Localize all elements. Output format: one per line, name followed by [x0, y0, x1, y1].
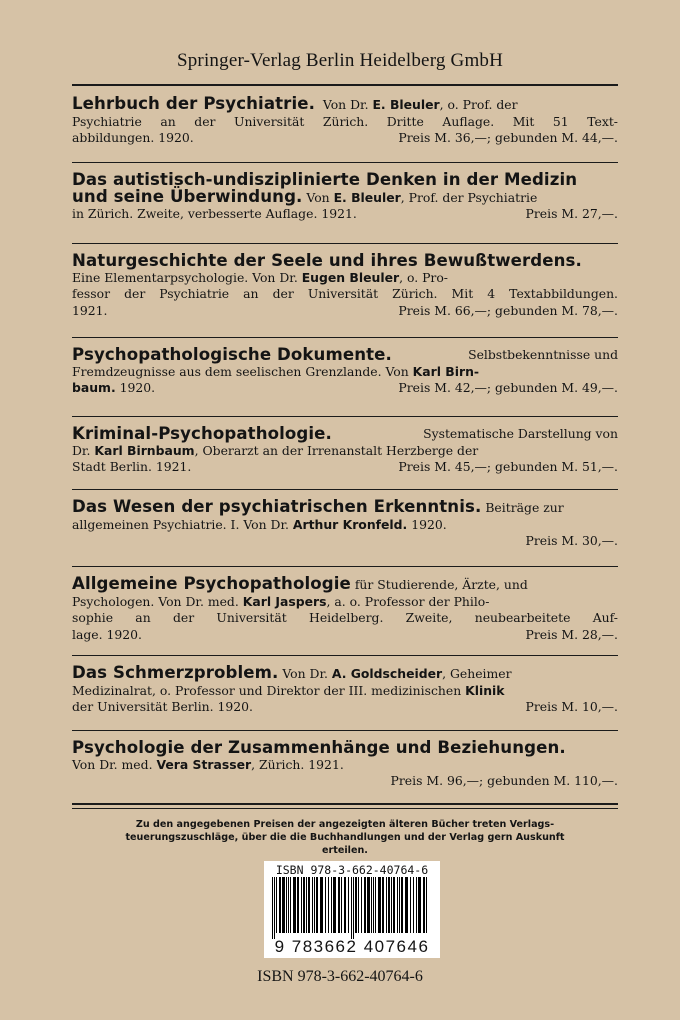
book-entry-1 [72, 96, 618, 147]
book-title-cont: und seine Überwindung. [72, 186, 303, 206]
author-name: Arthur Kronfeld. [292, 516, 408, 532]
book-title: Das Wesen der psychiatrischen Erkenntnis. [72, 497, 482, 516]
entry-text: Von Dr. med. [72, 756, 157, 772]
isbn-text: ISBN 978-3-662-40764-6 [257, 968, 423, 985]
book-title: Naturgeschichte der Seele und ihres Bewußtwerdens. [72, 251, 582, 270]
entry-text: , Prof. der Psychiatrie [400, 189, 538, 205]
entry-text: , o. Pro- [399, 269, 448, 285]
entry-price: Preis M. 10,—. [525, 699, 618, 714]
author-name-cont: baum. [72, 380, 116, 395]
divider [72, 243, 618, 244]
entry-text: , Geheimer [442, 666, 512, 681]
book-entry-2 [72, 172, 618, 223]
book-title: Lehrbuch der Psychiatrie. [72, 94, 315, 113]
entry-year: 1921. [72, 302, 108, 318]
barcode-isbn-label: ISBN 978-3-662-40764-6 [275, 863, 429, 877]
entry-text: Medizinalrat, o. Professor und Direktor der III. medizinischen [72, 682, 466, 698]
divider-top [72, 84, 618, 86]
entry-year: Stadt Berlin. 1921. [72, 459, 192, 474]
entry-price: Preis M. 28,—. [525, 626, 618, 642]
book-entry-9 [72, 740, 618, 790]
book-title: Das Schmerzproblem. [72, 663, 279, 682]
entry-text: , a. o. Professor der Philo- [326, 593, 490, 609]
divider-bottom [72, 803, 618, 809]
entry-year: 1920. [115, 380, 156, 395]
entry-price: Preis M. 30,—. [525, 533, 618, 548]
entry-text: allgemeinen Psychiatrie. I. Von Dr. [72, 516, 293, 532]
note-line: erteilen. [322, 845, 368, 856]
entry-text: , Oberarzt an der Irrenanstalt Herzberge der [194, 442, 479, 458]
entry-text: Beiträge zur [481, 500, 564, 515]
entry-text: Von Dr. [278, 666, 332, 681]
divider [72, 416, 618, 417]
book-entry-8 [72, 665, 618, 716]
divider [72, 162, 618, 163]
book-title: Psychopathologische Dokumente. [72, 345, 392, 364]
book-entry-6 [72, 499, 618, 550]
entry-text: Selbstbekenntnisse und [468, 347, 618, 362]
note-line: teuerungszuschläge, über die die Buchhandlungen und der Verlag gern Auskunft [125, 832, 565, 843]
note-line: Zu den angegebenen Preisen der angezeigten älteren Bücher treten Verlags- [135, 819, 555, 830]
barcode [264, 861, 440, 958]
entry-text: Von Dr. [322, 97, 373, 112]
divider [72, 337, 618, 338]
author-name: Karl Jaspers [242, 593, 327, 609]
book-title: Psychologie der Zusammenhänge und Beziehungen. [72, 738, 566, 757]
author-name: Vera Strasser [156, 756, 252, 772]
entry-text: Psychiatrie an der Universität Zürich. Dritte Auflage. Mit 51 Text- [72, 113, 618, 129]
entry-year: der Universität Berlin. 1920. [72, 699, 253, 714]
entry-price: Preis M. 96,—; gebunden M. 110,—. [390, 773, 618, 788]
author-name: E. Bleuler [333, 189, 401, 205]
book-title: Allgemeine Psychopathologie [72, 574, 351, 593]
divider [72, 489, 618, 490]
entry-price: Preis M. 45,—; gebunden M. 51,—. [398, 459, 618, 474]
book-title: Kriminal-Psychopathologie. [72, 424, 332, 443]
entry-text: für Studierende, Ärzte, und [350, 577, 528, 592]
entry-price: Preis M. 66,—; gebunden M. 78,—. [398, 302, 618, 318]
entry-price: Preis M. 36,—; gebunden M. 44,—. [398, 130, 618, 145]
entry-text: , o. Prof. der [439, 97, 518, 112]
author-name: A. Goldscheider [331, 666, 443, 681]
barcode-digits: 9 783662 407646 [274, 937, 430, 956]
entry-year: 1920. [407, 516, 447, 532]
entry-year: lage. 1920. [72, 626, 142, 642]
entry-year: abbildungen. 1920. [72, 130, 194, 145]
divider [72, 730, 618, 731]
book-entry-5 [72, 426, 618, 476]
author-name: Karl Birnbaum [94, 442, 195, 458]
entry-text: Psychologen. Von Dr. med. [72, 593, 243, 609]
entry-text: in Zürich. Zweite, verbesserte Auflage. 1921. [72, 206, 357, 221]
divider [72, 655, 618, 656]
entry-price: Preis M. 42,—; gebunden M. 49,—. [398, 380, 618, 395]
entry-text: Eine Elementarpsychologie. Von Dr. [72, 269, 302, 285]
book-entry-7 [72, 576, 618, 643]
entry-text: Fremdzeugnisse aus dem seelischen Grenzlande. Von [72, 363, 413, 379]
price-note [72, 818, 618, 857]
book-entry-4 [72, 347, 618, 397]
entry-text: fessor der Psychiatrie an der Universität Zürich. Mit 4 Textabbildungen. [72, 286, 618, 301]
entry-text: sophie an der Universität Heidelberg. Zweite, neubearbeitete Auf- [72, 610, 618, 625]
divider [72, 566, 618, 567]
author-name: Eugen Bleuler [301, 269, 400, 285]
entry-text: Dr. [72, 442, 95, 458]
author-name: E. Bleuler [372, 97, 440, 112]
barcode-bars-icon [270, 877, 434, 939]
entry-text: Von [302, 189, 334, 205]
entry-text: , Zürich. 1921. [251, 756, 344, 772]
entry-text: Systematische Darstellung von [423, 426, 618, 441]
publisher-header: Springer-Verlag Berlin Heidelberg GmbH [176, 50, 504, 71]
entry-price: Preis M. 27,—. [525, 206, 618, 221]
entry-bold-word: Klinik [465, 682, 505, 698]
book-title: Das autistisch-undisziplinierte Denken in der Medizin [72, 170, 578, 189]
book-entry-3 [72, 253, 618, 319]
author-name: Karl Birn- [412, 363, 480, 379]
